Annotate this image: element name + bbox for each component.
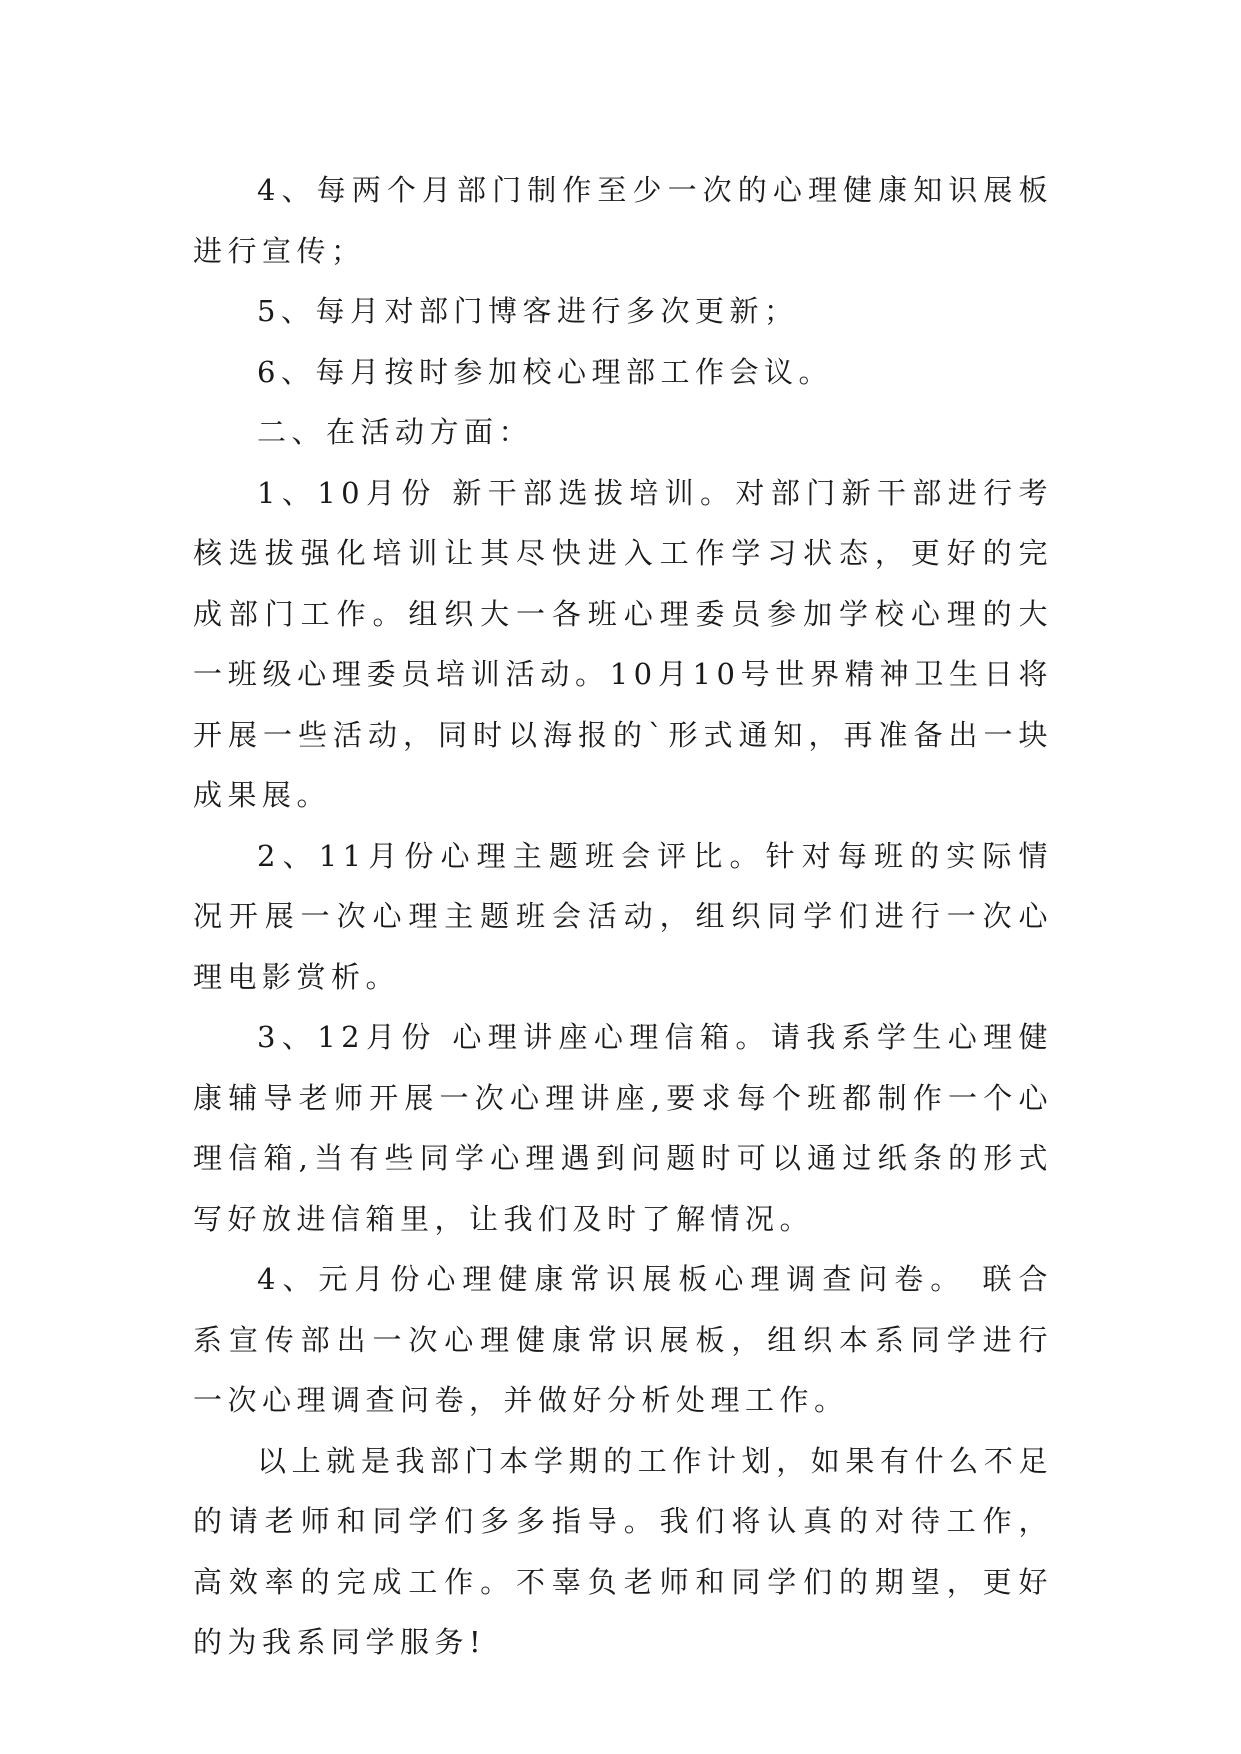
paragraph-december-lecture-mailbox: 3、12月份 心理讲座心理信箱。请我系学生心理健康辅导老师开展一次心理讲座,要求每个班都制作一个心理信箱,当有些同学心理遇到问题时可以通过纸条的形式写好放进信箱里，让我们及时了解情况。 (193, 1020, 1053, 1236)
paragraph-item-6-meeting: 6、每月按时参加校心理部工作会议。 (257, 354, 833, 389)
paragraph-october-training: 1、10月份 新干部选拔培训。对部门新干部进行考核选拔强化培训让其尽快进入工作学习状态，更好的完成部门工作。组织大一各班心理委员参加学校心理的大一班级心理委员培训活动。10月10号世界精神卫生日将开展一些活动，同时以海报的`形式通知，再准备出一块成果展。 (193, 475, 1053, 812)
section-heading-activities: 二、在活动方面： (257, 415, 534, 449)
paragraph-closing: 以上就是我部门本学期的工作计划，如果有什么不足的请老师和同学们多多指导。我们将认真的对待工作，高效率的完成工作。不辜负老师和同学们的期望，更好的为我系同学服务! (193, 1443, 1053, 1659)
document-body (193, 160, 1053, 1673)
paragraph-november-class-meeting: 2、11月份心理主题班会评比。针对每班的实际情况开展一次心理主题班会活动，组织同学们进行一次心理电影赏析。 (193, 838, 1053, 994)
paragraph-item-5-blog-update: 5、每月对部门博客进行多次更新； (257, 294, 799, 328)
paragraph-item-4-display-board: 4、每两个月部门制作至少一次的心理健康知识展板进行宣传； (193, 173, 1053, 268)
paragraph-january-survey: 4、元月份心理健康常识展板心理调查问卷。 联合系宣传部出一次心理健康常识展板，组织本系同学进行一次心理调查问卷，并做好分析处理工作。 (193, 1262, 1053, 1417)
